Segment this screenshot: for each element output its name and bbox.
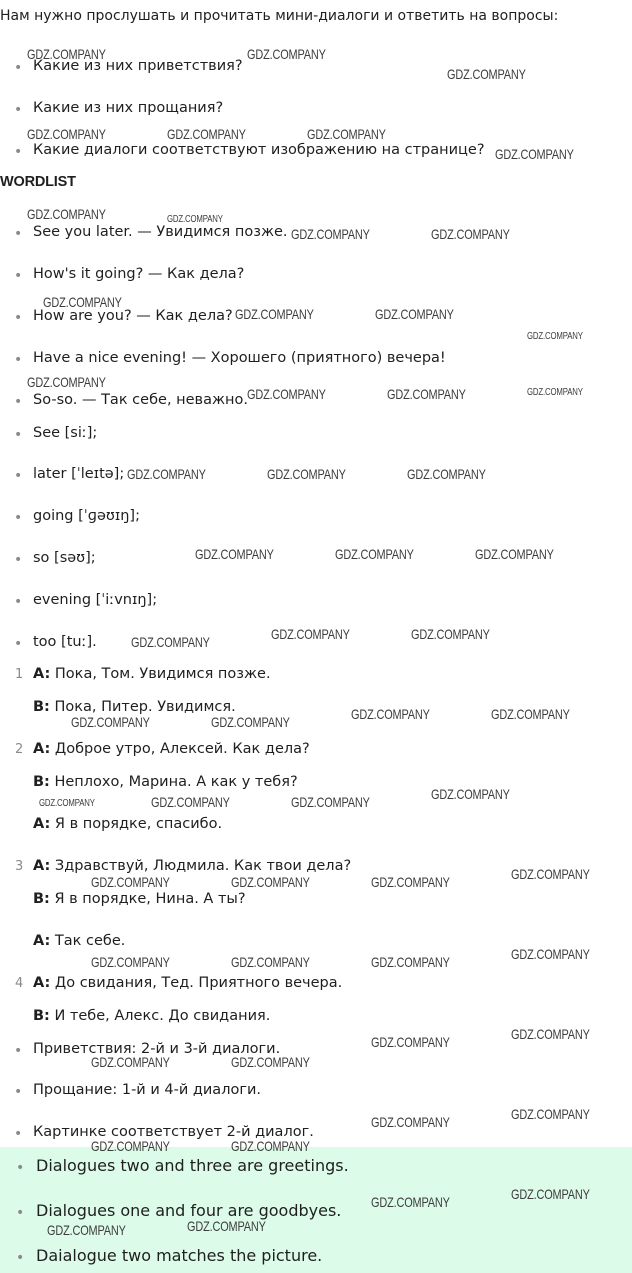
speaker: A: [33,816,51,832]
bullet: • [16,1205,25,1221]
wordlist-item: too [tuː]. [33,634,97,650]
watermark: GDZ.COMPANY [231,1138,310,1154]
bullet: • [14,1043,23,1059]
watermark: GDZ.COMPANY [91,874,170,890]
dialogue-line [33,741,310,757]
bullet: • [16,1250,25,1266]
watermark: GDZ.COMPANY [27,374,106,390]
dialogue-line [33,975,342,991]
watermark: GDZ.COMPANY [511,1106,590,1122]
dialogue-line [33,816,222,832]
line-text: Я в порядке, спасибо. [54,816,223,832]
dialogue-line [33,774,298,790]
watermark: GDZ.COMPANY [527,387,583,398]
watermark: GDZ.COMPANY [271,626,350,642]
wordlist-item: So-so. — Так себе, неважно. [33,392,249,408]
line-text: До свидания, Тед. Приятного вечера. [54,975,343,991]
wordlist-heading: WORDLIST [0,174,76,190]
question-1: Какие из них приветствия? [33,58,243,74]
answer-en: Dialogues one and four are goodbyes. [36,1201,342,1220]
bullet: • [14,468,23,484]
bullet: • [14,60,23,76]
watermark: GDZ.COMPANY [231,874,310,890]
bullet: • [14,552,23,568]
bullet: • [16,1160,25,1176]
watermark: GDZ.COMPANY [495,146,574,162]
question-3: Какие диалоги соответствуют изображению на странице? [33,142,485,158]
watermark: GDZ.COMPANY [39,798,95,809]
speaker: B: [33,1008,50,1024]
bullet: • [14,636,23,652]
watermark: GDZ.COMPANY [371,1194,450,1210]
watermark: GDZ.COMPANY [511,1026,590,1042]
watermark: GDZ.COMPANY [475,546,554,562]
watermark: GDZ.COMPANY [247,46,326,62]
watermark: GDZ.COMPANY [47,1222,126,1238]
watermark: GDZ.COMPANY [187,1218,266,1234]
watermark: GDZ.COMPANY [371,1114,450,1130]
watermark: GDZ.COMPANY [43,294,122,310]
speaker: A: [33,975,51,991]
bullet: • [14,510,23,526]
watermark: GDZ.COMPANY [351,706,430,722]
dialogue-number: 4 [15,976,24,991]
wordlist-item: evening [ˈiːvnɪŋ]; [33,592,158,608]
watermark: GDZ.COMPANY [511,1186,590,1202]
watermark: GDZ.COMPANY [91,1138,170,1154]
watermark: GDZ.COMPANY [371,954,450,970]
watermark: GDZ.COMPANY [247,386,326,402]
watermark: GDZ.COMPANY [307,126,386,142]
watermark: GDZ.COMPANY [151,794,230,810]
watermark: GDZ.COMPANY [267,466,346,482]
watermark: GDZ.COMPANY [27,206,106,222]
intro-text: Нам нужно прослушать и прочитать мини-диалоги и ответить на вопросы: [0,8,559,24]
wordlist-item: later [ˈleɪtə]; [33,466,125,482]
dialogue-number: 1 [15,667,24,682]
wordlist-item: going [ˈɡəʊɪŋ]; [33,508,140,524]
watermark: GDZ.COMPANY [167,126,246,142]
speaker: B: [33,774,50,790]
watermark: GDZ.COMPANY [71,714,150,730]
wordlist-item: How's it going? — Как дела? [33,266,245,282]
watermark: GDZ.COMPANY [91,954,170,970]
answer-en: Dialogues two and three are greetings. [36,1156,349,1175]
watermark: GDZ.COMPANY [511,946,590,962]
dialogue-line [33,891,246,907]
bullet: • [14,1084,23,1100]
bullet: • [14,594,23,610]
wordlist-item: See you later. — Увидимся позже. [33,224,288,240]
answer-ru: Прощание: 1-й и 4-й диалоги. [33,1082,261,1098]
watermark: GDZ.COMPANY [91,1054,170,1070]
watermark: GDZ.COMPANY [431,786,510,802]
answer-en: Daialogue two matches the picture. [36,1246,323,1265]
question-2: Какие из них прощания? [33,100,224,116]
watermark: GDZ.COMPANY [291,226,370,242]
speaker: A: [33,741,51,757]
watermark: GDZ.COMPANY [27,46,106,62]
watermark: GDZ.COMPANY [231,954,310,970]
dialogue-line [33,858,351,874]
watermark: GDZ.COMPANY [491,706,570,722]
wordlist-item: so [səʊ]; [33,550,96,566]
speaker: B: [33,699,50,715]
watermark: GDZ.COMPANY [371,1034,450,1050]
watermark: GDZ.COMPANY [167,214,223,225]
line-text: Неплохо, Марина. А как у тебя? [54,774,298,790]
answer-ru: Приветствия: 2-й и 3-й диалоги. [33,1041,281,1057]
watermark: GDZ.COMPANY [407,466,486,482]
watermark: GDZ.COMPANY [511,866,590,882]
watermark: GDZ.COMPANY [387,386,466,402]
dialogue-number: 2 [15,742,24,757]
speaker: A: [33,666,51,682]
watermark: GDZ.COMPANY [447,66,526,82]
watermark: GDZ.COMPANY [27,126,106,142]
watermark: GDZ.COMPANY [431,226,510,242]
wordlist-item: How are you? — Как дела? [33,308,233,324]
watermark: GDZ.COMPANY [235,306,314,322]
bullet: • [14,427,23,443]
watermark: GDZ.COMPANY [527,331,583,342]
dialogue-line [33,666,271,682]
watermark: GDZ.COMPANY [411,626,490,642]
answer-ru: Картинке соответствует 2-й диалог. [33,1124,314,1140]
bullet: • [14,394,23,410]
watermark: GDZ.COMPANY [335,546,414,562]
watermark: GDZ.COMPANY [127,466,206,482]
bullet: • [14,1126,23,1142]
bullet: • [14,144,23,160]
line-text: Так себе. [54,933,126,949]
watermark: GDZ.COMPANY [291,794,370,810]
watermark: GDZ.COMPANY [375,306,454,322]
line-text: Я в порядке, Нина. А ты? [54,891,246,907]
wordlist-item: Have a nice evening! — Хорошего (приятного) вечера! [33,350,446,366]
line-text: Пока, Том. Увидимся позже. [54,666,271,682]
watermark: GDZ.COMPANY [231,1054,310,1070]
watermark: GDZ.COMPANY [211,714,290,730]
bullet: • [14,310,23,326]
speaker: A: [33,933,51,949]
bullet: • [14,268,23,284]
wordlist-item: See [siː]; [33,425,98,441]
line-text: Здравствуй, Людмила. Как твои дела? [54,858,352,874]
dialogue-line [33,933,125,949]
bullet: • [14,102,23,118]
line-text: Доброе утро, Алексей. Как дела? [54,741,310,757]
watermark: GDZ.COMPANY [195,546,274,562]
line-text: И тебе, Алекс. До свидания. [54,1008,271,1024]
watermark: GDZ.COMPANY [131,634,210,650]
speaker: B: [33,891,50,907]
speaker: A: [33,858,51,874]
line-text: Пока, Питер. Увидимся. [54,699,236,715]
bullet: • [14,352,23,368]
dialogue-number: 3 [15,859,24,874]
dialogue-line [33,699,236,715]
bullet: • [14,226,23,242]
watermark: GDZ.COMPANY [371,874,450,890]
dialogue-line [33,1008,270,1024]
